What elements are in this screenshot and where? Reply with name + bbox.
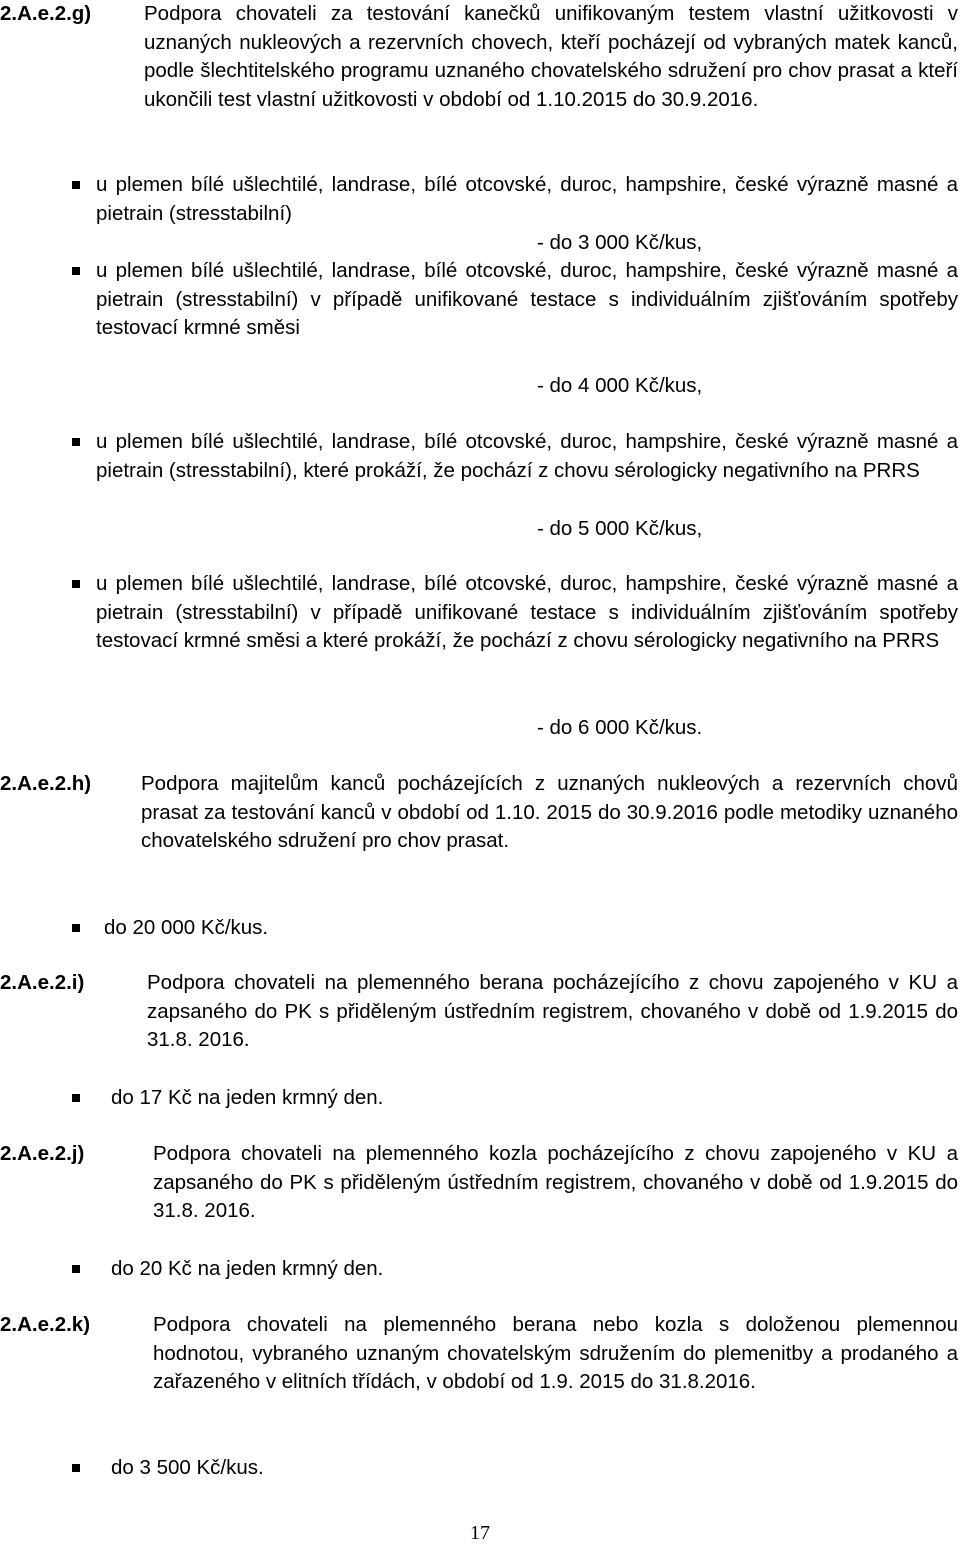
- section-g-item-1-text: u plemen bílé ušlechtilé, landrase, bílé otcovské, duroc, hampshire, české výrazně masné a pietrain (stresstabilní): [96, 173, 958, 225]
- bullet-icon: [72, 267, 80, 275]
- section-j-amount: do 20 Kč na jeden krmný den.: [111, 1257, 384, 1280]
- section-h-amount: do 20 000 Kč/kus.: [104, 916, 269, 939]
- section-j-number: 2.A.e.2.j): [0, 1142, 85, 1165]
- section-g-item-1-amount: - do 3 000 Kč/kus,: [537, 231, 703, 254]
- section-g-item-4-text: u plemen bílé ušlechtilé, landrase, bílé otcovské, duroc, hampshire, české výrazně masné a pietrain (stresstabilní) v případě unifikované testace s individuálním zjišťováním spotřeby testovací krmné směsi a které prokáží, že pochází z chovu sérologicky negativního na PRRS: [96, 572, 958, 653]
- section-g-number: 2.A.e.2.g): [0, 2, 92, 25]
- section-g-item-4-amount: - do 6 000 Kč/kus.: [537, 716, 703, 739]
- section-h-text: Podpora majitelům kanců pocházejících z uznaných nukleových a rezervních chovů prasat za testování kanců v období od 1.10. 2015 do 30.9.2016 podle metodiky uznaného chovatelského sdružení pro chov prasat.: [141, 772, 958, 853]
- section-g-item-2-amount: - do 4 000 Kč/kus,: [537, 374, 703, 397]
- bullet-icon: [72, 438, 80, 446]
- section-k-number: 2.A.e.2.k): [0, 1313, 91, 1336]
- bullet-icon: [72, 1464, 80, 1472]
- section-g-item-2-text: u plemen bílé ušlechtilé, landrase, bílé otcovské, duroc, hampshire, české výrazně masné a pietrain (stresstabilní) v případě unifikované testace s individuálním zjišťováním spotřeby testovací krmné směsi: [96, 259, 958, 340]
- section-i-text: Podpora chovateli na plemenného berana pocházejícího z chovu zapojeného v KU a zapsaného do PK s přiděleným ústředním registrem, chovaného v době od 1.9.2015 do 31.8. 2016.: [147, 971, 958, 1052]
- bullet-icon: [72, 924, 80, 932]
- bullet-icon: [72, 580, 80, 588]
- section-g-text: Podpora chovateli za testování kanečků unifikovaným testem vlastní užitkovosti v uznaných nukleových a rezervních chovech, kteří pocházejí od vybraných matek kanců, podle šlechtitelského programu uznaného chovatelského sdružení pro chov prasat a kteří ukončili test vlastní užitkovosti v období od 1.10.2015 do 30.9.2016.: [144, 2, 958, 111]
- section-j-text: Podpora chovateli na plemenného kozla pocházejícího z chovu zapojeného v KU a zapsaného do PK s přiděleným ústředním registrem, chovaného v době od 1.9.2015 do 31.8. 2016.: [153, 1142, 958, 1223]
- section-k-text: Podpora chovateli na plemenného berana nebo kozla s doloženou plemennou hodnotou, vybraného uznaným chovatelským sdružením do plemenitby a prodaného a zařazeného v elitních třídách, v období od 1.9. 2015 do 31.8.2016.: [153, 1313, 958, 1394]
- page-number: 17: [470, 1522, 490, 1544]
- bullet-icon: [72, 1094, 80, 1102]
- section-h-number: 2.A.e.2.h): [0, 772, 92, 795]
- section-k-amount: do 3 500 Kč/kus.: [111, 1456, 264, 1479]
- bullet-icon: [72, 1265, 80, 1273]
- section-g-item-3-amount: - do 5 000 Kč/kus,: [537, 517, 703, 540]
- bullet-icon: [72, 181, 80, 189]
- section-g-item-3-text: u plemen bílé ušlechtilé, landrase, bílé otcovské, duroc, hampshire, české výrazně masné a pietrain (stresstabilní), které prokáží, že pochází z chovu sérologicky negativního na PRRS: [96, 430, 958, 482]
- section-i-amount: do 17 Kč na jeden krmný den.: [111, 1086, 384, 1109]
- section-i-number: 2.A.e.2.i): [0, 971, 85, 994]
